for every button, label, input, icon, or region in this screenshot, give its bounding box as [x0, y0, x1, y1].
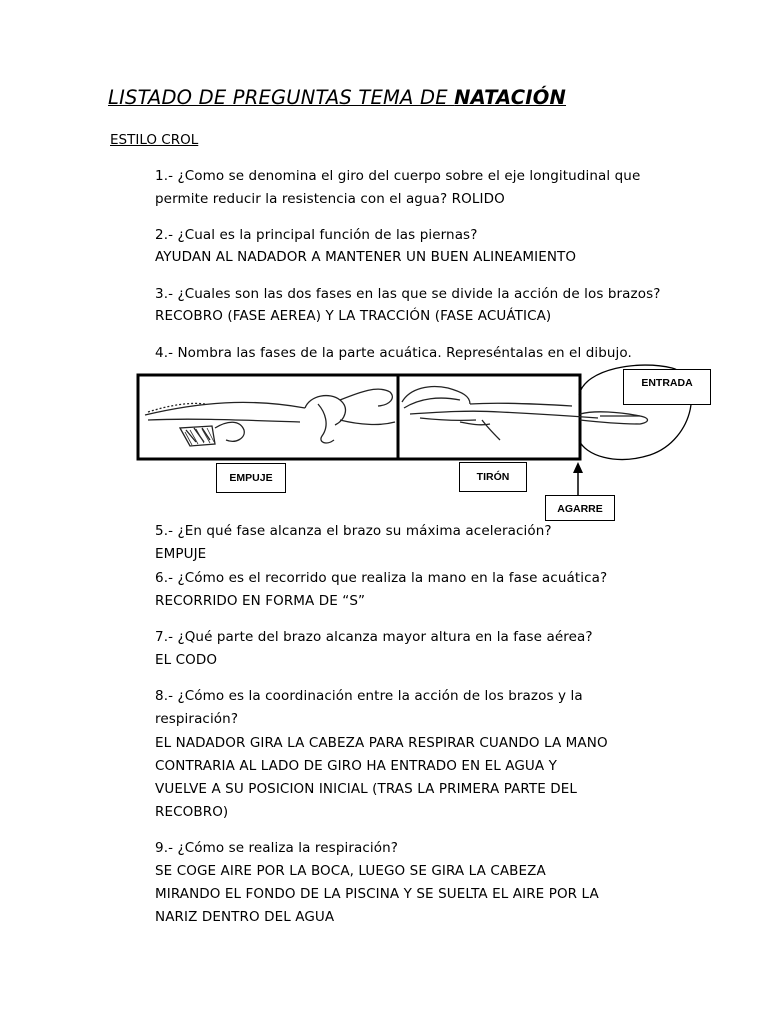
label-empuje: EMPUJE	[216, 463, 286, 493]
question-9-answer-2: MIRANDO EL FONDO DE LA PISCINA Y SE SUELTA EL AIRE POR LA	[155, 886, 599, 902]
title-prefix: LISTADO DE PREGUNTAS TEMA DE	[108, 86, 455, 109]
question-8-answer-2: CONTRARIA AL LADO DE GIRO HA ENTRADO EN EL AGUA Y	[155, 758, 557, 774]
empuje-phase-box	[138, 375, 398, 459]
agarre-arrow-head	[573, 462, 583, 473]
section-subtitle: ESTILO CROL	[110, 132, 199, 148]
question-8-answer-4: RECOBRO)	[155, 804, 229, 820]
question-2-answer: AYUDAN AL NADADOR A MANTENER UN BUEN ALINEAMIENTO	[155, 249, 577, 265]
question-3-line-1: 3.- ¿Cuales son las dos fases en las que se divide la acción de los brazos?	[155, 286, 661, 302]
label-agarre: AGARRE	[545, 495, 615, 521]
question-3-answer: RECOBRO (FASE AEREA) Y LA TRACCIÓN (FASE ACUÁTICA)	[155, 308, 552, 324]
question-7-line-1: 7.- ¿Qué parte del brazo alcanza mayor altura en la fase aérea?	[155, 629, 593, 645]
question-2-line-1: 2.- ¿Cual es la principal función de las piernas?	[155, 227, 478, 243]
label-tiron: TIRÓN	[459, 462, 527, 492]
label-entrada: ENTRADA	[623, 369, 711, 405]
question-8-answer-1: EL NADADOR GIRA LA CABEZA PARA RESPIRAR CUANDO LA MANO	[155, 735, 608, 751]
question-4-line-1: 4.- Nombra las fases de la parte acuática. Represéntalas en el dibujo.	[155, 345, 632, 361]
question-9-line-1: 9.- ¿Cómo se realiza la respiración?	[155, 840, 399, 856]
question-9-answer-3: NARIZ DENTRO DEL AGUA	[155, 909, 335, 925]
title-emphasis: NATACIÓN	[454, 86, 567, 109]
question-6-answer: RECORRIDO EN FORMA DE “S”	[155, 593, 366, 609]
question-8-line-1: 8.- ¿Cómo es la coordinación entre la acción de los brazos y la	[155, 688, 583, 704]
question-9-answer-1: SE COGE AIRE POR LA BOCA, LUEGO SE GIRA LA CABEZA	[155, 863, 546, 879]
question-7-answer: EL CODO	[155, 652, 218, 668]
question-1-line-1: 1.- ¿Como se denomina el giro del cuerpo sobre el eje longitudinal que	[155, 168, 641, 184]
question-8-answer-3: VUELVE A SU POSICION INICIAL (TRAS LA PRIMERA PARTE DEL	[155, 781, 578, 797]
swimmer-sketch	[145, 387, 648, 446]
question-6-line-1: 6.- ¿Cómo es el recorrido que realiza la mano en la fase acuática?	[155, 570, 608, 586]
question-5-line-1: 5.- ¿En qué fase alcanza el brazo su máxima aceleración?	[155, 523, 552, 539]
question-8-line-2: respiración?	[155, 711, 239, 727]
question-5-answer: EMPUJE	[155, 546, 207, 562]
question-1-line-2: permite reducir la resistencia con el agua? ROLIDO	[155, 191, 505, 207]
